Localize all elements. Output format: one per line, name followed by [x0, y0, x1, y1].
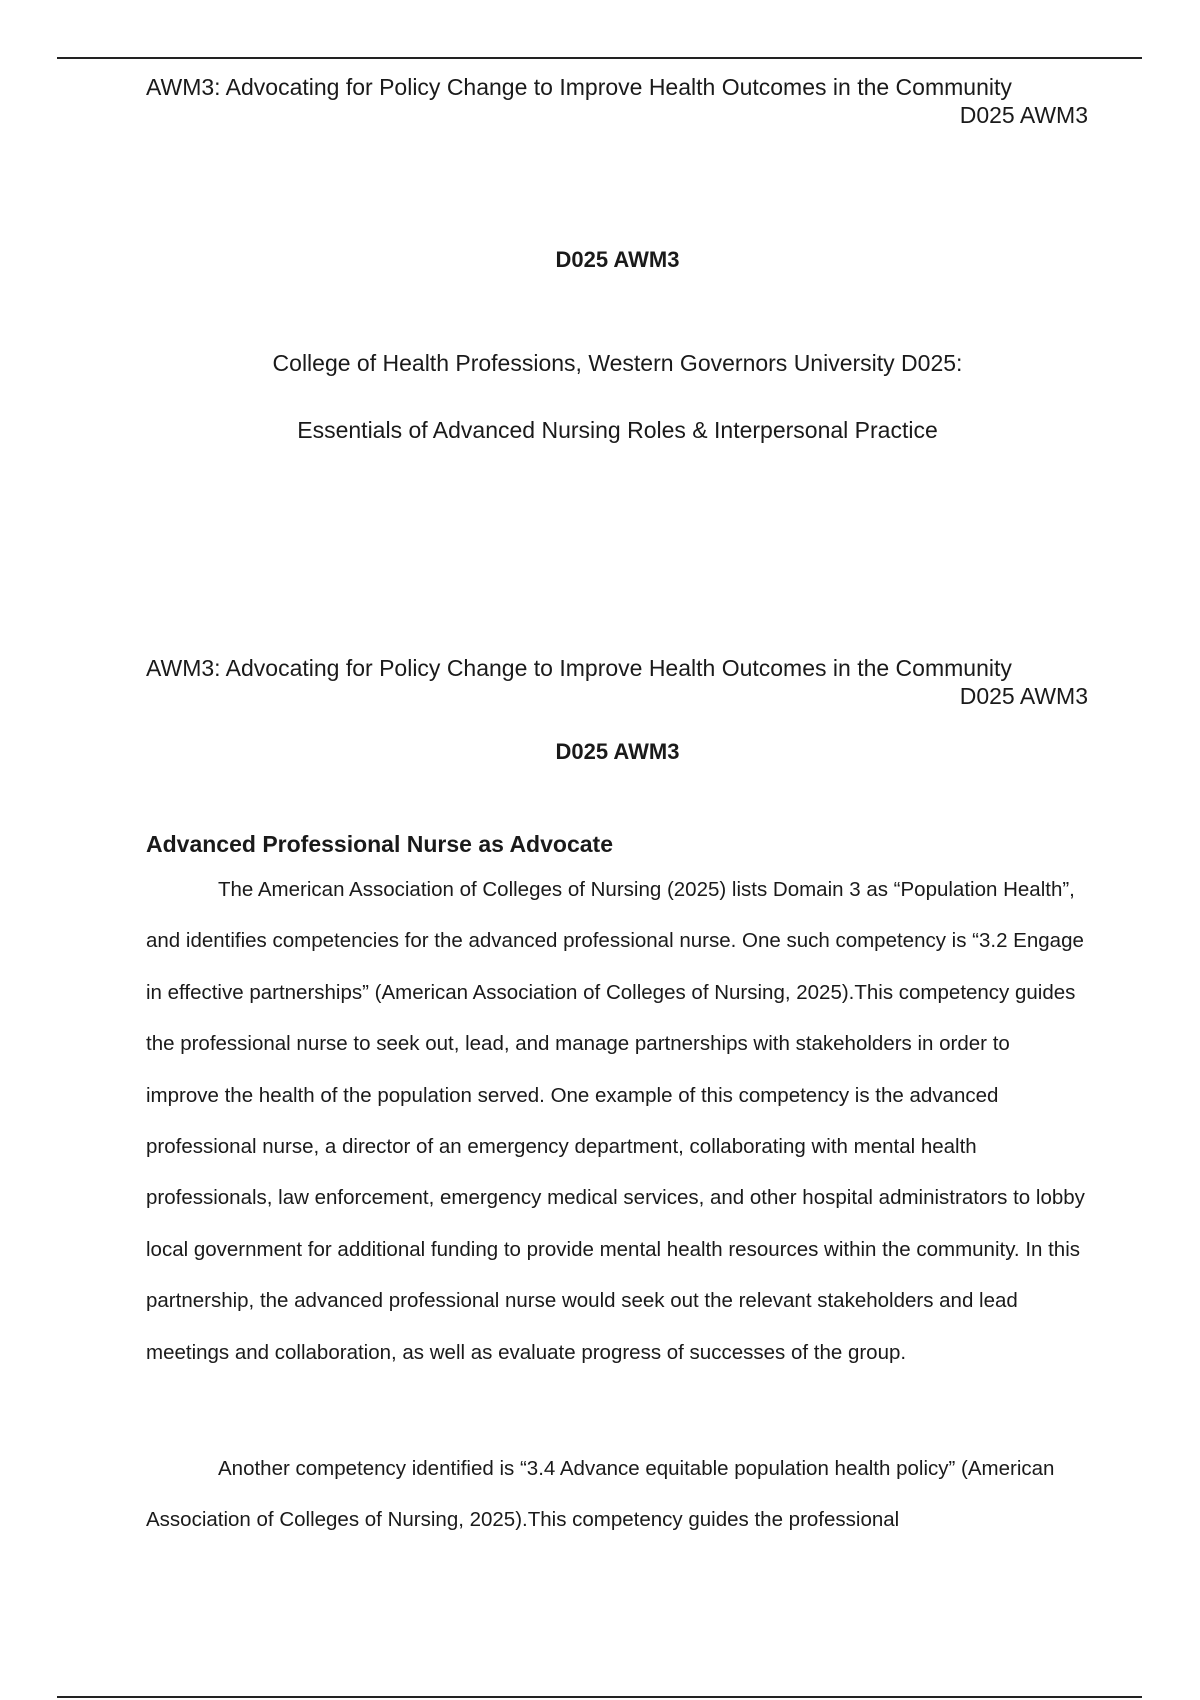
cover-title: D025 AWM3	[555, 247, 680, 272]
top-rule	[57, 57, 1142, 59]
college-line: College of Health Professions, Western Governors University D025:	[272, 350, 963, 376]
running-header-code: D025 AWM3	[959, 683, 1088, 709]
body-paragraph: The American Association of Colleges of Nursing (2025) lists Domain 3 as “Population Health”, and identifies competencies for the advanced professional nurse. One such competency is “3.2 Engage in effective partnerships” (American Association of Colleges of Nursing, 2025).This competency guides the professional nurse to seek out, lead, and manage partnerships with stakeholders in order to improve the health of the population served. One example of this competency is the advanced professional nurse, a director of an emergency department, collaborating with mental health professionals, law enforcement, emergency medical services, and other hospital administrators to lobby local government for additional funding to provide mental health resources within the community. In this partnership, the advanced professional nurse would seek out the relevant stakeholders and lead meetings and collaboration, as well as evaluate progress of successes of the group.	[146, 878, 1085, 1364]
running-header-code: D025 AWM3	[959, 102, 1088, 128]
course-line: Essentials of Advanced Nursing Roles & Interpersonal Practice	[297, 417, 938, 443]
running-header-title: AWM3: Advocating for Policy Change to Improve Health Outcomes in the Community	[146, 74, 1012, 100]
body-title: D025 AWM3	[555, 739, 680, 764]
section-heading: Advanced Professional Nurse as Advocate	[146, 831, 613, 857]
running-header-title: AWM3: Advocating for Policy Change to Improve Health Outcomes in the Community	[146, 655, 1012, 681]
bottom-rule	[57, 1696, 1142, 1698]
body-paragraph: Another competency identified is “3.4 Advance equitable population health policy” (American Association of Colleges of Nursing, 2025).This competency guides the professional	[146, 1457, 1055, 1532]
